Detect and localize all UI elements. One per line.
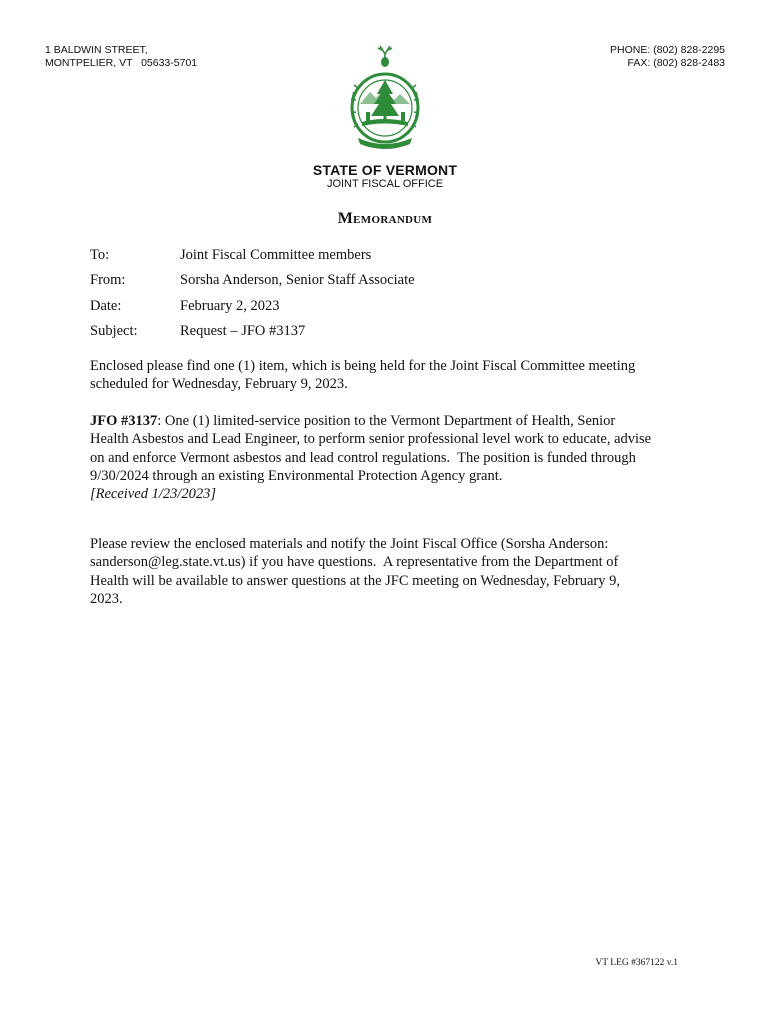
memo-to-value: Joint Fiscal Committee members [180,247,372,263]
document-code: VT LEG #367122 v.1 [595,958,678,968]
fax-number: FAX: (802) 828-2483 [627,57,725,69]
office-name: JOINT FISCAL OFFICE [326,178,444,190]
state-name: STATE OF VERMONT [312,162,458,178]
intro-paragraph [90,357,680,394]
memo-date-value: February 2, 2023 [180,298,280,314]
address-line-1: 1 BALDWIN STREET, [45,44,148,56]
memo-from-value: Sorsha Anderson, Senior Staff Associate [180,272,415,288]
item-line-3: on and enforce Vermont asbestos and lead control regulations. The position is funded through [90,449,636,466]
address-block [45,44,197,70]
intro-line-1: Enclosed please find one (1) item, which is being held for the Joint Fiscal Committee meeting [90,358,636,374]
vermont-state-seal-icon [344,42,426,154]
item-line-2: Health Asbestos and Lead Engineer, to perform senior professional level work to educate, advise [90,431,652,448]
address-line-2: MONTPELIER, VT 05633-5701 [45,57,198,69]
closing-line-2: sanderson@leg.state.vt.us) if you have questions. A representative from the Department of [90,554,619,571]
memo-date-label: Date: [90,298,122,314]
item-paragraph [90,412,680,503]
item-received-date: [Received 1/23/2023] [90,486,217,503]
item-line-1-rest: : One (1) limited-service position to the Vermont Department of Health, Senior [157,413,616,429]
item-id: JFO #3137 [90,413,158,429]
memo-to-label: To: [90,247,110,263]
contact-block [610,44,725,70]
closing-line-1: Please review the enclosed materials and notify the Joint Fiscal Office (Sorsha Anderson: [90,536,609,552]
phone-number: PHONE: (802) 828-2295 [610,44,725,56]
intro-line-2: scheduled for Wednesday, February 9, 2023. [90,376,348,393]
item-line-4: 9/30/2024 through an existing Environmental Protection Agency grant. [90,467,503,484]
closing-paragraph [90,535,680,608]
closing-line-4: 2023. [90,590,123,607]
memo-subject-label: Subject: [90,323,138,339]
item-line-1 [90,412,680,430]
memo-from-label: From: [90,272,126,288]
memo-title: Memorandum [337,210,433,227]
closing-line-3: Health will be available to answer questions at the JFC meeting on Wednesday, February 9, [90,572,620,589]
memo-subject-value: Request – JFO #3137 [180,323,306,339]
